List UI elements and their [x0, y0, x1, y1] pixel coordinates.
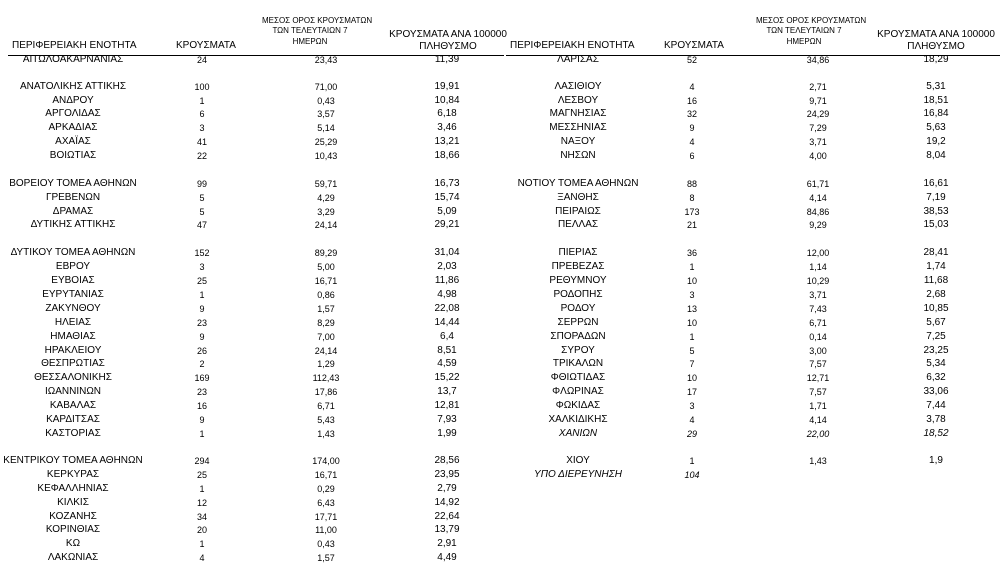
- cases-cell: 1: [199, 290, 205, 300]
- avg-cell: 6,43: [317, 498, 335, 508]
- per100k-cell: 14,92: [434, 497, 460, 508]
- header-per100k-line2: ΠΛΗΘΥΣΜΟ: [419, 40, 477, 52]
- region-cell: ΓΡΕΒΕΝΩΝ: [45, 192, 101, 203]
- region-cell: ΘΕΣΠΡΩΤΙΑΣ: [41, 358, 105, 369]
- per100k-cell: 7,25: [926, 331, 946, 342]
- cases-cell: 12: [196, 498, 208, 508]
- cases-cell: 29: [686, 429, 698, 439]
- region-cell: ΠΡΕΒΕΖΑΣ: [551, 261, 605, 272]
- region-cell: ΙΩΑΝΝΙΝΩΝ: [44, 386, 102, 397]
- cases-cell: 47: [196, 220, 208, 230]
- avg-cell: 174,00: [312, 456, 340, 466]
- per100k-cell: 15,03: [923, 219, 949, 230]
- header-avg-line3: ΗΜΕΡΩΝ: [292, 36, 328, 46]
- cases-cell: 99: [196, 179, 208, 189]
- avg-cell: 17,71: [314, 512, 338, 522]
- region-cell: ΔΥΤΙΚΟΥ ΤΟΜΕΑ ΑΘΗΝΩΝ: [10, 247, 136, 258]
- region-cell: ΖΑΚΥΝΘΟΥ: [45, 303, 101, 314]
- avg-cell: 1,29: [317, 359, 335, 369]
- avg-cell: 22,00: [806, 429, 830, 439]
- per100k-cell: 8,51: [437, 345, 457, 356]
- header-avg-line2: ΤΩΝ ΤΕΛΕΥΤΑΙΩΝ 7: [766, 26, 842, 36]
- region-cell: ΝΗΣΩΝ: [560, 150, 596, 161]
- cases-cell: 10: [686, 373, 698, 383]
- region-cell: ΥΠΟ ΔΙΕΡΕΥΝΗΣΗ: [534, 469, 622, 480]
- avg-cell: 84,86: [806, 207, 830, 217]
- avg-cell: 1,71: [809, 401, 827, 411]
- cases-cell: 1: [689, 456, 695, 466]
- cases-cell: 52: [686, 55, 698, 65]
- per100k-cell: 18,66: [434, 150, 460, 161]
- per100k-cell: 13,21: [434, 136, 460, 147]
- per100k-cell: 16,84: [923, 108, 949, 119]
- region-cell: ΧΑΛΚΙΔΙΚΗΣ: [548, 414, 608, 425]
- region-cell: ΒΟΡΕΙΟΥ ΤΟΜΕΑ ΑΘΗΝΩΝ: [9, 178, 137, 189]
- per100k-cell: 28,41: [923, 247, 949, 258]
- avg-cell: 23,43: [314, 55, 338, 65]
- cases-cell: 32: [686, 109, 698, 119]
- cases-cell: 26: [196, 346, 208, 356]
- avg-cell: 10,43: [314, 151, 338, 161]
- cases-cell: 152: [194, 248, 210, 258]
- avg-cell: 3,71: [809, 290, 827, 300]
- per100k-cell: 22,64: [434, 511, 460, 522]
- per100k-cell: 33,06: [923, 386, 949, 397]
- avg-cell: 24,29: [806, 109, 830, 119]
- per100k-cell: 28,56: [434, 455, 460, 466]
- header-avg-left: [262, 16, 373, 46]
- per100k-cell: 19,91: [434, 81, 460, 92]
- avg-cell: 3,71: [809, 137, 827, 147]
- avg-cell: 9,71: [809, 96, 827, 106]
- region-cell: ΗΡΑΚΛΕΙΟΥ: [44, 345, 102, 356]
- region-cell: ΣΠΟΡΑΔΩΝ: [550, 331, 606, 342]
- avg-cell: 7,29: [809, 123, 827, 133]
- per100k-cell: 2,68: [926, 289, 946, 300]
- region-cell: ΠΕΛΛΑΣ: [557, 219, 599, 230]
- header-per100k-line1: ΚΡΟΥΣΜΑΤΑ ΑΝΑ 100000: [877, 29, 995, 40]
- avg-cell: 0,14: [809, 332, 827, 342]
- region-cell: ΒΟΙΩΤΙΑΣ: [49, 150, 97, 161]
- per100k-cell: 11,39: [434, 54, 460, 65]
- avg-cell: 61,71: [806, 179, 830, 189]
- region-cell: ΛΑΚΩΝΙΑΣ: [47, 552, 99, 563]
- header-avg-line1: ΜΕΣΟΣ ΟΡΟΣ ΚΡΟΥΣΜΑΤΩΝ: [756, 16, 867, 25]
- per100k-cell: 1,9: [929, 455, 943, 466]
- header-avg-line2: ΤΩΝ ΤΕΛΕΥΤΑΙΩΝ 7: [272, 26, 348, 36]
- header-cases-right: ΚΡΟΥΣΜΑΤΑ: [664, 40, 724, 51]
- per100k-cell: 38,53: [923, 206, 949, 217]
- per100k-cell: 4,49: [437, 552, 457, 563]
- region-cell: ΑΡΓΟΛΙΔΑΣ: [45, 108, 101, 119]
- cases-cell: 22: [196, 151, 208, 161]
- cases-cell: 17: [686, 387, 698, 397]
- region-cell: ΞΑΝΘΗΣ: [557, 192, 599, 203]
- avg-cell: 16,71: [314, 470, 338, 480]
- region-cell: ΘΕΣΣΑΛΟΝΙΚΗΣ: [34, 372, 112, 383]
- cases-cell: 6: [689, 151, 695, 161]
- cases-cell: 41: [196, 137, 208, 147]
- header-per100k-left: [388, 30, 508, 52]
- region-cell: ΣΕΡΡΩΝ: [557, 317, 599, 328]
- per100k-cell: 10,84: [434, 95, 460, 106]
- region-cell: ΔΥΤΙΚΗΣ ΑΤΤΙΚΗΣ: [30, 219, 116, 230]
- per100k-cell: 4,98: [437, 289, 457, 300]
- per100k-cell: 15,74: [434, 192, 460, 203]
- per100k-cell: 2,91: [437, 538, 457, 549]
- avg-cell: 0,86: [317, 290, 335, 300]
- cases-cell: 1: [199, 484, 205, 494]
- avg-cell: 9,29: [809, 220, 827, 230]
- region-cell: ΦΩΚΙΔΑΣ: [555, 400, 601, 411]
- avg-cell: 1,57: [317, 304, 335, 314]
- region-cell: ΝΑΞΟΥ: [560, 136, 596, 147]
- per100k-cell: 14,44: [434, 317, 460, 328]
- region-cell: ΠΙΕΡΙΑΣ: [558, 247, 598, 258]
- per100k-cell: 3,78: [926, 414, 946, 425]
- per100k-cell: 7,44: [926, 400, 946, 411]
- avg-cell: 5,43: [317, 415, 335, 425]
- header-cases-left: ΚΡΟΥΣΜΑΤΑ: [176, 40, 236, 51]
- per100k-cell: 5,63: [926, 122, 946, 133]
- avg-cell: 3,57: [317, 109, 335, 119]
- per100k-cell: 18,51: [923, 95, 949, 106]
- cases-cell: 23: [196, 318, 208, 328]
- per100k-cell: 23,25: [923, 345, 949, 356]
- region-cell: ΡΟΔΟΥ: [560, 303, 596, 314]
- per100k-cell: 22,08: [434, 303, 460, 314]
- avg-cell: 4,14: [809, 415, 827, 425]
- cases-cell: 4: [689, 82, 695, 92]
- cases-cell: 1: [199, 539, 205, 549]
- cases-cell: 16: [196, 401, 208, 411]
- per100k-cell: 5,09: [437, 206, 457, 217]
- cases-cell: 20: [196, 525, 208, 535]
- region-cell: ΑΝΑΤΟΛΙΚΗΣ ΑΤΤΙΚΗΣ: [19, 81, 127, 92]
- avg-cell: 4,29: [317, 193, 335, 203]
- cases-cell: 5: [199, 193, 205, 203]
- cases-cell: 3: [199, 123, 205, 133]
- cases-cell: 21: [686, 220, 698, 230]
- region-cell: ΗΜΑΘΙΑΣ: [50, 331, 96, 342]
- avg-cell: 3,00: [809, 346, 827, 356]
- cases-cell: 104: [684, 470, 700, 480]
- avg-cell: 10,29: [806, 276, 830, 286]
- per100k-cell: 6,18: [437, 108, 457, 119]
- per100k-cell: 23,95: [434, 469, 460, 480]
- per100k-cell: 18,52: [923, 428, 949, 439]
- per100k-cell: 31,04: [434, 247, 460, 258]
- cases-cell: 2: [199, 359, 205, 369]
- cases-cell: 34: [196, 512, 208, 522]
- avg-cell: 112,43: [312, 373, 340, 383]
- header-per100k-line1: ΚΡΟΥΣΜΑΤΑ ΑΝΑ 100000: [389, 29, 507, 40]
- region-cell: ΜΕΣΣΗΝΙΑΣ: [549, 122, 607, 133]
- region-cell: ΚΟΖΑΝΗΣ: [49, 511, 97, 522]
- avg-cell: 34,86: [806, 55, 830, 65]
- header-region-left: ΠΕΡΙΦΕΡΕΙΑΚΗ ΕΝΟΤΗΤΑ: [12, 40, 137, 51]
- per100k-cell: 7,19: [926, 192, 946, 203]
- per100k-cell: 10,85: [923, 303, 949, 314]
- region-cell: ΚΕΝΤΡΙΚΟΥ ΤΟΜΕΑ ΑΘΗΝΩΝ: [3, 455, 143, 466]
- per100k-cell: 1,74: [926, 261, 946, 272]
- per100k-cell: 2,79: [437, 483, 457, 494]
- cases-cell: 25: [196, 276, 208, 286]
- header-avg-line3: ΗΜΕΡΩΝ: [786, 36, 822, 46]
- region-cell: ΚΩ: [65, 538, 81, 549]
- avg-cell: 5,14: [317, 123, 335, 133]
- avg-cell: 1,43: [809, 456, 827, 466]
- avg-cell: 1,14: [809, 262, 827, 272]
- per100k-cell: 7,93: [437, 414, 457, 425]
- region-cell: ΦΛΩΡΙΝΑΣ: [552, 386, 604, 397]
- avg-cell: 12,00: [806, 248, 830, 258]
- avg-cell: 1,57: [317, 553, 335, 563]
- cases-cell: 16: [686, 96, 698, 106]
- avg-cell: 11,00: [315, 525, 337, 535]
- avg-cell: 7,57: [809, 359, 827, 369]
- per100k-cell: 4,59: [437, 358, 457, 369]
- per100k-cell: 3,46: [437, 122, 457, 133]
- cases-cell: 9: [199, 332, 205, 342]
- avg-cell: 7,00: [317, 332, 335, 342]
- region-cell: ΝΟΤΙΟΥ ΤΟΜΕΑ ΑΘΗΝΩΝ: [517, 178, 639, 189]
- region-cell: ΛΑΣΙΘΙΟΥ: [554, 81, 602, 92]
- region-cell: ΚΙΛΚΙΣ: [57, 497, 89, 508]
- region-cell: ΧΑΝΙΩΝ: [558, 428, 598, 439]
- avg-cell: 6,71: [317, 401, 335, 411]
- avg-cell: 12,71: [806, 373, 830, 383]
- region-cell: ΔΡΑΜΑΣ: [52, 206, 94, 217]
- avg-cell: 24,14: [314, 220, 338, 230]
- avg-cell: 1,43: [317, 429, 335, 439]
- per100k-cell: 5,34: [926, 358, 946, 369]
- avg-cell: 0,29: [317, 484, 335, 494]
- cases-cell: 25: [196, 470, 208, 480]
- cases-cell: 36: [686, 248, 698, 258]
- per100k-cell: 16,73: [434, 178, 460, 189]
- avg-cell: 7,57: [809, 387, 827, 397]
- region-cell: ΚΟΡΙΝΘΙΑΣ: [45, 524, 101, 535]
- cases-cell: 3: [199, 262, 205, 272]
- avg-cell: 24,14: [314, 346, 338, 356]
- avg-cell: 2,71: [809, 82, 827, 92]
- cases-cell: 10: [686, 318, 698, 328]
- region-cell: ΑΙΤΩΛΟΑΚΑΡΝΑΝΙΑΣ: [22, 54, 124, 65]
- avg-cell: 25,29: [314, 137, 338, 147]
- region-cell: ΤΡΙΚΑΛΩΝ: [552, 358, 604, 369]
- cases-cell: 3: [689, 401, 695, 411]
- region-cell: ΚΑΣΤΟΡΙΑΣ: [45, 428, 101, 439]
- cases-cell: 13: [686, 304, 698, 314]
- cases-cell: 1: [689, 332, 695, 342]
- region-cell: ΣΥΡΟΥ: [561, 345, 595, 356]
- per100k-cell: 13,79: [434, 524, 460, 535]
- region-cell: ΧΙΟΥ: [566, 455, 590, 466]
- region-cell: ΕΒΡΟΥ: [55, 261, 91, 272]
- cases-cell: 1: [689, 262, 695, 272]
- per100k-cell: 16,61: [923, 178, 949, 189]
- cases-cell: 1: [199, 96, 205, 106]
- region-cell: ΠΕΙΡΑΙΩΣ: [555, 206, 601, 217]
- per100k-cell: 6,4: [440, 331, 454, 342]
- region-cell: ΑΝΔΡΟΥ: [52, 95, 94, 106]
- per100k-cell: 2,03: [437, 261, 457, 272]
- region-cell: ΑΧΑΪΑΣ: [55, 136, 91, 147]
- per100k-cell: 19,2: [926, 136, 946, 147]
- cases-cell: 6: [199, 109, 205, 119]
- per100k-cell: 5,67: [926, 317, 946, 328]
- cases-cell: 23: [196, 387, 208, 397]
- avg-cell: 89,29: [314, 248, 338, 258]
- cases-cell: 169: [194, 373, 210, 383]
- avg-cell: 4,00: [809, 151, 827, 161]
- avg-cell: 0,43: [317, 539, 335, 549]
- avg-cell: 8,29: [317, 318, 335, 328]
- per100k-cell: 12,81: [434, 400, 460, 411]
- cases-cell: 4: [689, 137, 695, 147]
- cases-cell: 5: [689, 346, 695, 356]
- avg-cell: 6,71: [809, 318, 827, 328]
- cases-cell: 24: [196, 55, 208, 65]
- avg-cell: 59,71: [314, 179, 338, 189]
- region-cell: ΕΥΡΥΤΑΝΙΑΣ: [42, 289, 104, 300]
- per100k-cell: 6,32: [926, 372, 946, 383]
- region-cell: ΚΑΡΔΙΤΣΑΣ: [46, 414, 100, 425]
- cases-cell: 1: [199, 429, 205, 439]
- per100k-cell: 5,31: [926, 81, 946, 92]
- per100k-cell: 13,7: [437, 386, 457, 397]
- avg-cell: 7,43: [809, 304, 827, 314]
- per100k-cell: 29,21: [434, 219, 460, 230]
- header-per100k-right: [876, 30, 996, 52]
- per100k-cell: 11,86: [434, 275, 460, 286]
- cases-cell: 5: [199, 207, 205, 217]
- region-cell: ΛΕΣΒΟΥ: [557, 95, 599, 106]
- region-cell: ΦΘΙΩΤΙΔΑΣ: [550, 372, 606, 383]
- region-cell: ΗΛΕΙΑΣ: [54, 317, 92, 328]
- avg-cell: 71,00: [314, 82, 338, 92]
- avg-cell: 16,71: [314, 276, 338, 286]
- avg-cell: 3,29: [317, 207, 335, 217]
- cases-cell: 9: [199, 304, 205, 314]
- cases-cell: 4: [689, 415, 695, 425]
- cases-cell: 4: [199, 553, 205, 563]
- region-cell: ΡΕΘΥΜΝΟΥ: [549, 275, 607, 286]
- avg-cell: 0,43: [317, 96, 335, 106]
- avg-cell: 4,14: [809, 193, 827, 203]
- per100k-cell: 18,29: [923, 54, 949, 65]
- region-cell: ΚΑΒΑΛΑΣ: [49, 400, 97, 411]
- header-per100k-line2: ΠΛΗΘΥΣΜΟ: [907, 40, 965, 52]
- cases-cell: 294: [194, 456, 210, 466]
- cases-cell: 9: [199, 415, 205, 425]
- header-region-right: ΠΕΡΙΦΕΡΕΙΑΚΗ ΕΝΟΤΗΤΑ: [510, 40, 635, 51]
- header-avg-right: [756, 16, 867, 46]
- region-cell: ΑΡΚΑΔΙΑΣ: [48, 122, 98, 133]
- header-avg-line1: ΜΕΣΟΣ ΟΡΟΣ ΚΡΟΥΣΜΑΤΩΝ: [262, 16, 373, 25]
- cases-cell: 10: [686, 276, 698, 286]
- cases-cell: 100: [194, 82, 210, 92]
- cases-cell: 8: [689, 193, 695, 203]
- per100k-cell: 8,04: [926, 150, 946, 161]
- cases-cell: 7: [689, 359, 695, 369]
- per100k-cell: 15,22: [434, 372, 460, 383]
- region-cell: ΚΕΡΚΥΡΑΣ: [46, 469, 100, 480]
- region-cell: ΕΥΒΟΙΑΣ: [51, 275, 95, 286]
- avg-cell: 17,86: [314, 387, 338, 397]
- per100k-cell: 1,99: [437, 428, 457, 439]
- avg-cell: 5,00: [317, 262, 335, 272]
- cases-cell: 3: [689, 290, 695, 300]
- region-cell: ΜΑΓΝΗΣΙΑΣ: [549, 108, 607, 119]
- cases-cell: 173: [684, 207, 700, 217]
- region-cell: ΚΕΦΑΛΛΗΝΙΑΣ: [37, 483, 109, 494]
- cases-cell: 9: [689, 123, 695, 133]
- region-cell: ΛΑΡΙΣΑΣ: [557, 54, 599, 65]
- region-cell: ΡΟΔΟΠΗΣ: [553, 289, 603, 300]
- cases-cell: 88: [686, 179, 698, 189]
- per100k-cell: 11,68: [923, 275, 949, 286]
